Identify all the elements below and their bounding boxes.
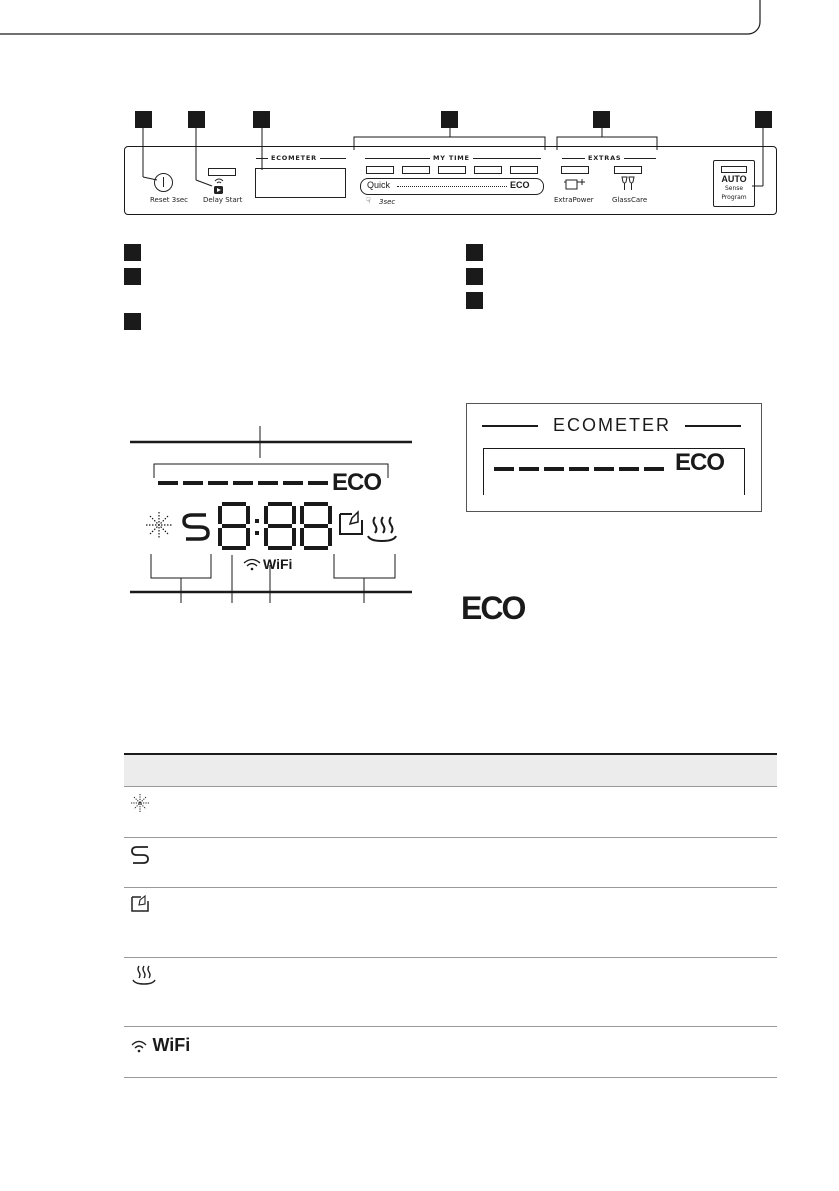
display-diagram [120, 420, 420, 610]
legend-4 [466, 244, 483, 261]
program-label: Program [721, 194, 747, 201]
extrapower-button[interactable] [564, 176, 586, 192]
extrapower-label: ExtraPower [554, 196, 594, 204]
drying-steam-icon [368, 517, 396, 541]
auto-led [721, 166, 747, 173]
table-row [124, 958, 777, 1027]
delay-start-button[interactable] [212, 177, 226, 195]
eco-logo: ECO [461, 590, 525, 626]
zoom-eco-label: ECO [675, 449, 725, 476]
ecometer-zoom-box [466, 403, 762, 512]
mytime-led-4 [474, 166, 502, 174]
glasscare-label: GlassCare [612, 196, 648, 204]
power-button[interactable] [154, 173, 173, 192]
slider-dots [397, 186, 507, 187]
slider-eco-label: ECO [510, 180, 530, 190]
extras-title: EXTRAS [585, 154, 624, 162]
quick-label: Quick [367, 180, 391, 190]
hold-hand-icon: ☟ [366, 196, 371, 205]
delay-label: Delay Start [203, 196, 243, 204]
auto-label: AUTO [721, 174, 747, 184]
table-row [124, 787, 777, 838]
glasscare-led [614, 166, 642, 174]
display-eco-label: ECO [332, 469, 382, 496]
mytime-led-1 [366, 166, 394, 174]
regeneration-icon [130, 844, 150, 864]
display-wifi-label: WiFi [263, 556, 293, 572]
table-row [124, 838, 777, 888]
legend-5 [466, 268, 483, 285]
mytime-led-2 [402, 166, 430, 174]
ecometer-title: ECOMETER [268, 154, 320, 162]
legend-2 [124, 268, 141, 285]
display-ecometer-bars [158, 481, 328, 485]
legend-3 [124, 313, 141, 330]
pot-plus-icon [564, 176, 586, 192]
ecometer-window [255, 168, 346, 198]
mytime-led-5 [510, 166, 538, 174]
zoom-ecometer-bars [494, 460, 669, 478]
delay-led [208, 168, 236, 176]
glasses-icon [620, 176, 636, 192]
mytime-title: MY TIME [430, 154, 473, 162]
zoom-rule-right [685, 425, 741, 427]
extrapower-led [561, 166, 589, 174]
hold-label: 3sec [379, 198, 396, 206]
rinse-aid-icon [130, 793, 150, 813]
legend-6 [466, 292, 483, 309]
table-row [124, 888, 777, 958]
machine-care-icon [130, 894, 150, 914]
mytime-led-3 [438, 166, 466, 174]
glasscare-button[interactable] [620, 176, 636, 192]
table-row [124, 1027, 777, 1078]
drying-icon [130, 964, 158, 986]
auto-program-button[interactable] [713, 160, 755, 207]
mytime-slider[interactable] [360, 178, 544, 195]
zoom-ecometer-title: ECOMETER [553, 415, 672, 435]
wifi-icon [130, 1039, 148, 1053]
sun-rinse-aid-icon [146, 512, 172, 538]
machine-care-icon [340, 512, 362, 534]
seven-segment-digits [220, 504, 330, 548]
zoom-rule-left [482, 425, 538, 427]
regeneration-icon [184, 515, 208, 539]
wifi-icon [244, 560, 260, 571]
legend-1 [124, 244, 141, 261]
wifi-label: WiFi [152, 1035, 191, 1055]
wifi-play-icon [212, 177, 226, 195]
table-header [124, 754, 777, 787]
sense-label: Sense [724, 185, 744, 192]
reset-label: Reset 3sec [150, 196, 189, 204]
symbols-table [124, 753, 777, 1078]
